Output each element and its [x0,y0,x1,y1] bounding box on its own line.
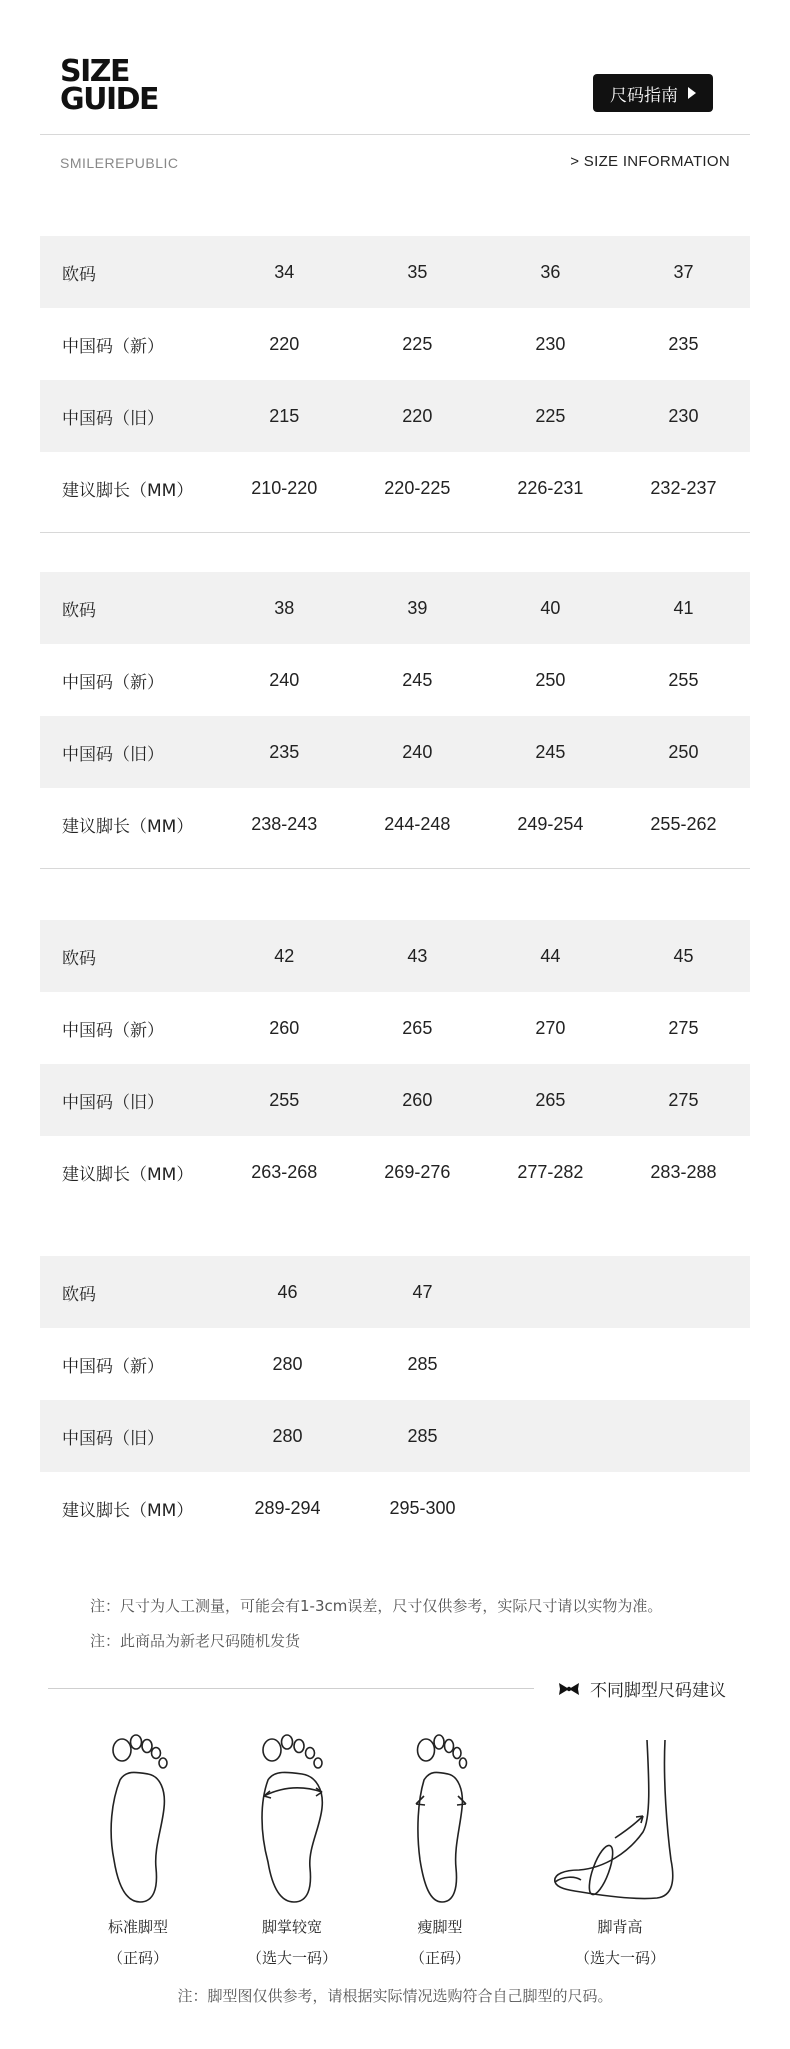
brand-name: SMILEREPUBLIC [60,155,179,171]
table-cell: 250 [668,741,699,762]
size-table-3 [40,920,750,1208]
foot-type-advice: （正码） [107,1949,168,1967]
table-cell: 283-288 [650,1161,717,1182]
measurement-note: 注：尺寸为人工测量，可能会有1-3cm误差，尺寸仅供参考，实际尺寸请以实物为准。 [90,1597,663,1615]
table-row [40,1256,750,1328]
row-label: 建议脚长（MM） [62,1500,194,1521]
standard-foot-icon [98,1720,178,1910]
table-cell: 245 [535,741,566,762]
row-label: 建议脚长（MM） [62,816,194,837]
table-cell: 35 [407,261,428,282]
table-cell: 226-231 [517,477,584,498]
table-cell: 230 [535,333,566,354]
play-arrow-icon [688,87,696,99]
shipping-note: 注：此商品为新老尺码随机发货 [90,1632,301,1650]
foot-type-wide [237,1720,347,1968]
table-cell: 245 [402,669,433,690]
table-cell: 260 [402,1089,433,1110]
size-guide-button[interactable] [593,74,713,112]
row-label: 中国码（新） [62,336,164,357]
table-cell: 235 [269,741,300,762]
size-table-2 [40,572,750,860]
foot-chart-note: 注：脚型图仅供参考，请根据实际情况选购符合自己脚型的尺码。 [177,1987,613,2005]
row-label: 建议脚长（MM） [62,480,194,501]
table-cell: 250 [535,669,566,690]
size-information-link[interactable]: > SIZE INFORMATION [570,153,730,170]
row-label: 欧码 [62,264,96,285]
row-label: 欧码 [62,948,96,969]
title-line-2: GUIDE [60,82,159,117]
table-cell: 255 [668,669,699,690]
table-cell: 34 [274,261,295,282]
table-cell: 285 [407,1425,438,1446]
foot-type-name: 脚背高 [597,1918,643,1936]
foot-type-advice: （选大一码） [246,1949,337,1967]
table-cell: 255-262 [650,813,717,834]
section-divider [48,1688,534,1689]
table-divider [40,532,750,533]
table-cell: 37 [673,261,694,282]
table-cell: 285 [407,1353,438,1374]
table-cell: 230 [668,405,699,426]
row-label: 欧码 [62,600,96,621]
table-row [40,1472,750,1544]
foot-type-advice: （选大一码） [574,1949,665,1967]
table-row [40,1136,750,1208]
row-label: 中国码（旧） [62,1428,164,1449]
header [60,54,730,118]
table-row [40,380,750,452]
slim-foot-icon [400,1720,480,1910]
table-row [40,308,750,380]
table-cell: 249-254 [517,813,584,834]
table-divider [40,868,750,869]
table-cell: 225 [535,405,566,426]
size-table-4 [40,1256,750,1544]
table-cell: 46 [277,1281,298,1302]
table-cell: 269-276 [384,1161,451,1182]
row-label: 中国码（旧） [62,744,164,765]
table-cell: 240 [269,669,300,690]
table-cell: 238-243 [251,813,318,834]
table-cell: 270 [535,1017,566,1038]
table-cell: 295-300 [389,1497,456,1518]
table-row [40,992,750,1064]
row-label: 建议脚长（MM） [62,1164,194,1185]
table-cell: 220 [402,405,433,426]
row-label: 中国码（新） [62,1356,164,1377]
row-label: 中国码（新） [62,1020,164,1041]
table-cell: 41 [673,597,694,618]
table-cell: 275 [668,1089,699,1110]
table-row [40,1328,750,1400]
table-cell: 43 [407,945,428,966]
table-cell: 215 [269,405,300,426]
table-cell: 280 [272,1425,303,1446]
foot-type-slim [390,1720,490,1968]
table-cell: 40 [540,597,561,618]
table-cell: 275 [668,1017,699,1038]
table-cell: 265 [402,1017,433,1038]
table-cell: 263-268 [251,1161,318,1182]
row-label: 中国码（旧） [62,408,164,429]
title-line-1: SIZE [60,54,130,89]
table-row [40,1400,750,1472]
table-cell: 45 [673,945,694,966]
foot-type-standard [88,1720,188,1968]
table-cell: 220-225 [384,477,451,498]
table-cell: 42 [274,945,295,966]
table-cell: 265 [535,1089,566,1110]
foot-type-name: 脚掌较宽 [261,1918,322,1936]
table-cell: 225 [402,333,433,354]
wide-foot-icon [250,1720,334,1910]
table-row [40,1064,750,1136]
table-cell: 47 [412,1281,433,1302]
table-row [40,572,750,644]
table-row [40,788,750,860]
table-cell: 235 [668,333,699,354]
table-cell: 38 [274,597,295,618]
row-label: 欧码 [62,1284,96,1305]
table-cell: 289-294 [254,1497,321,1518]
table-cell: 277-282 [517,1161,584,1182]
table-cell: 260 [269,1017,300,1038]
table-cell: 255 [269,1089,300,1110]
row-label: 中国码（旧） [62,1092,164,1113]
row-label: 中国码（新） [62,672,164,693]
table-cell: 39 [407,597,428,618]
table-cell: 244-248 [384,813,451,834]
size-guide-button-label: 尺码指南 [610,85,678,106]
table-row [40,716,750,788]
bow-icon [558,1682,580,1696]
high-instep-icon [545,1720,695,1910]
table-row [40,452,750,524]
foot-type-high-instep [540,1720,700,1968]
foot-type-name: 标准脚型 [107,1918,168,1936]
size-table-1 [40,236,750,524]
table-row [40,644,750,716]
table-cell: 220 [269,333,300,354]
foot-type-name: 瘦脚型 [417,1918,463,1936]
table-row [40,920,750,992]
foot-type-heading-text: 不同脚型尺码建议 [590,1681,726,1701]
foot-type-advice: （正码） [409,1949,470,1967]
header-divider [40,134,750,135]
table-cell: 232-237 [650,477,717,498]
table-cell: 280 [272,1353,303,1374]
table-cell: 36 [540,261,561,282]
table-row [40,236,750,308]
table-cell: 210-220 [251,477,318,498]
table-cell: 240 [402,741,433,762]
foot-type-heading [558,1676,726,1701]
table-cell: 44 [540,945,561,966]
